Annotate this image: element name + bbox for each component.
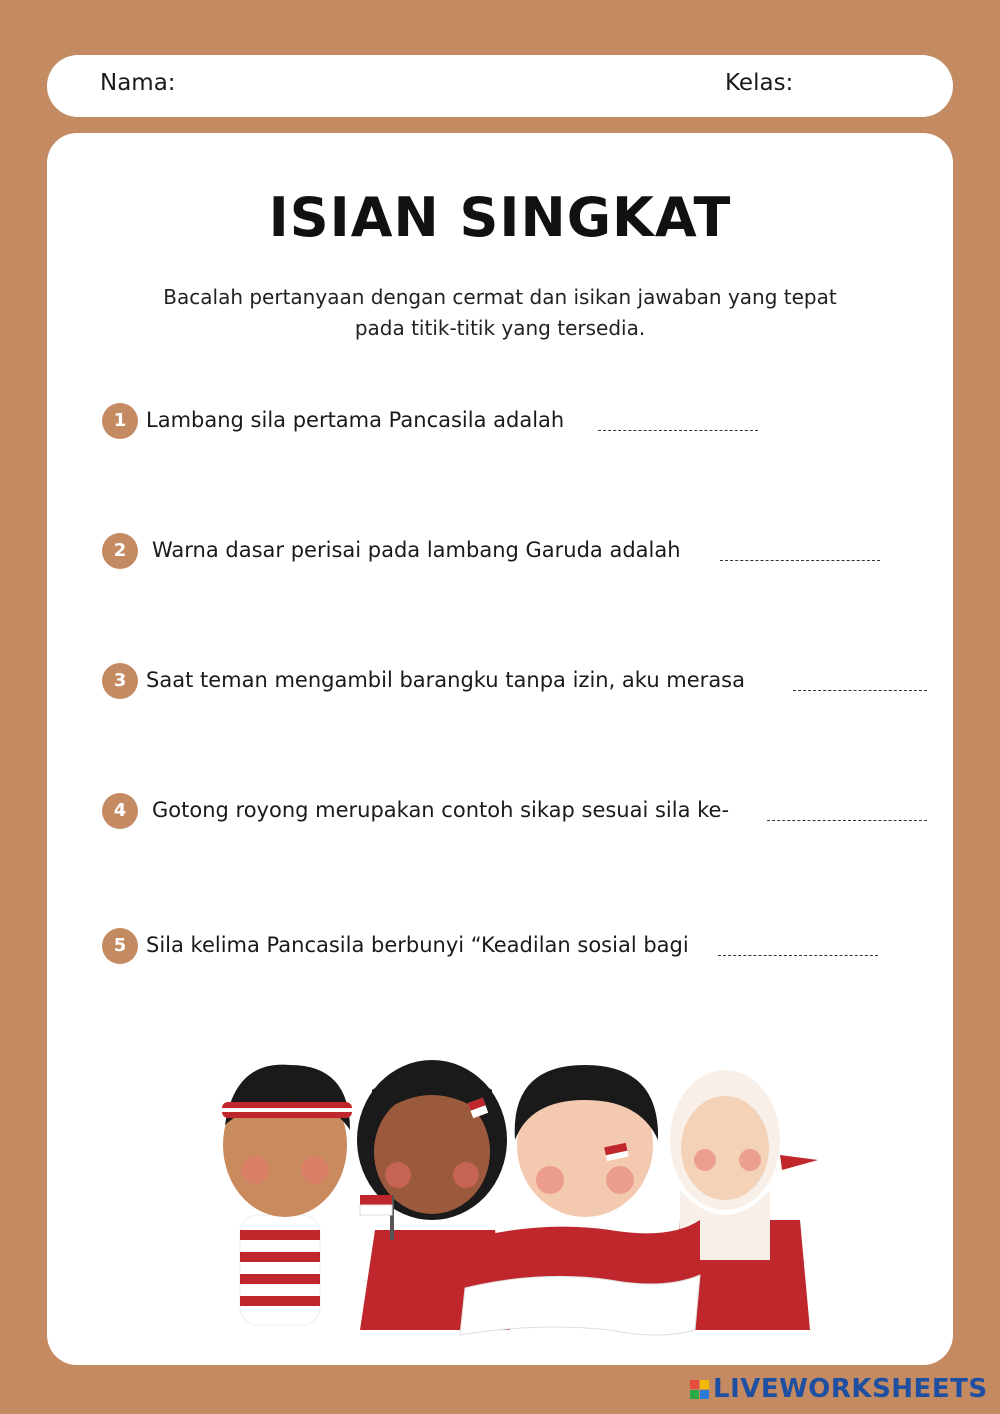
- question-number-badge: 3: [102, 663, 138, 699]
- question-text: Sila kelima Pancasila berbunyi “Keadilan sosial bagi: [146, 933, 689, 957]
- question-number-badge: 4: [102, 793, 138, 829]
- child-headband: [222, 1065, 352, 1325]
- watermark: [690, 1374, 988, 1404]
- answer-blank[interactable]: [720, 560, 880, 561]
- watermark-text: LIVEWORKSHEETS: [713, 1374, 988, 1404]
- question-number-badge: 2: [102, 533, 138, 569]
- answer-blank[interactable]: [793, 690, 927, 691]
- question-2: [0, 533, 1000, 573]
- instruction-line-1: Bacalah pertanyaan dengan cermat dan isikan jawaban yang tepat: [163, 285, 837, 309]
- liveworksheets-logo-icon: [690, 1380, 709, 1399]
- answer-blank[interactable]: [598, 430, 758, 431]
- page-title: ISIAN SINGKAT: [268, 186, 732, 249]
- instruction-line-2: pada titik-titik yang tersedia.: [354, 316, 646, 340]
- question-5: [0, 928, 1000, 968]
- question-text: Gotong royong merupakan contoh sikap sesuai sila ke-: [152, 798, 730, 822]
- children-flag-illustration: [210, 1030, 830, 1360]
- class-label: Kelas:: [725, 70, 794, 96]
- name-label: Nama:: [100, 70, 176, 96]
- question-4: [0, 793, 1000, 833]
- question-number-badge: 5: [102, 928, 138, 964]
- question-text: Lambang sila pertama Pancasila adalah: [146, 408, 565, 432]
- instruction-text: [120, 282, 880, 344]
- child-boy: [515, 1065, 658, 1217]
- answer-blank[interactable]: [718, 955, 878, 956]
- answer-blank[interactable]: [767, 820, 927, 821]
- question-3: [0, 663, 1000, 703]
- question-text: Warna dasar perisai pada lambang Garuda adalah: [152, 538, 681, 562]
- question-number-badge: 1: [102, 403, 138, 439]
- question-1: [0, 403, 1000, 443]
- indonesian-flag: [460, 1220, 700, 1335]
- question-text: Saat teman mengambil barangku tanpa izin, aku merasa: [146, 668, 745, 692]
- header-bar: [47, 55, 953, 117]
